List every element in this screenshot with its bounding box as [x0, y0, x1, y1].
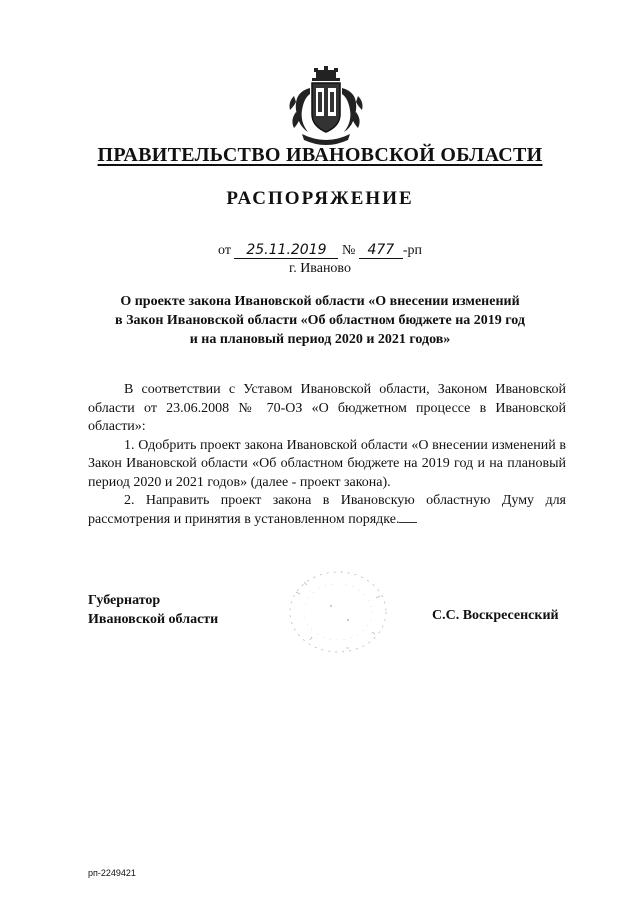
- signatory-position: [88, 591, 218, 629]
- subject-line: и на плановый период 2020 и 2021 годов»: [189, 332, 451, 347]
- position-line: Ивановской области: [88, 612, 219, 627]
- organization-title-text: ПРАВИТЕЛЬСТВО ИВАНОВСКОЙ ОБЛАСТИ: [97, 144, 543, 166]
- number-label: №: [341, 243, 356, 258]
- number-suffix: -рп: [402, 243, 422, 258]
- document-subject: [60, 292, 580, 349]
- body-item-2: [88, 492, 566, 529]
- body-item-1: 1. Одобрить проект закона Ивановской области «О внесении изменений в Закон Ивановской области «Об областном бюджете на 2019 год и на плановый период 2020 и 2021 годов» (далее - проект закона).: [88, 437, 566, 490]
- handwritten-date: 25.11.2019: [234, 243, 338, 259]
- date-prefix: от: [218, 243, 231, 258]
- underline-tail: [399, 522, 417, 523]
- organization-title: [0, 144, 640, 167]
- document-type-heading: РАСПОРЯЖЕНИЕ: [226, 188, 414, 209]
- coat-of-arms-icon: [288, 66, 364, 152]
- document-dateline: [0, 243, 640, 259]
- subject-line: в Закон Ивановской области «Об областном бюджете на 2019 год: [115, 313, 525, 328]
- body-item-2-text: 2. Направить проект закона в Ивановскую областную Думу для рассмотрения и принятия в установленном порядке.: [88, 493, 566, 527]
- signatory-name: С.С. Воскресенский: [432, 608, 559, 623]
- official-stamp-imprint: [276, 562, 406, 662]
- position-line: Губернатор: [88, 593, 161, 608]
- document-body: [88, 381, 566, 529]
- document-code: рп-2249421: [88, 868, 136, 878]
- city-name: г. Иваново: [289, 261, 351, 276]
- handwritten-number: 477: [359, 243, 403, 259]
- body-intro-paragraph: В соответствии с Уставом Ивановской области, Законом Ивановской области от 23.06.2008 № 70-ОЗ «О бюджетном процессе в Ивановской области»:: [88, 382, 566, 434]
- subject-line: О проекте закона Ивановской области «О внесении изменений: [120, 294, 520, 309]
